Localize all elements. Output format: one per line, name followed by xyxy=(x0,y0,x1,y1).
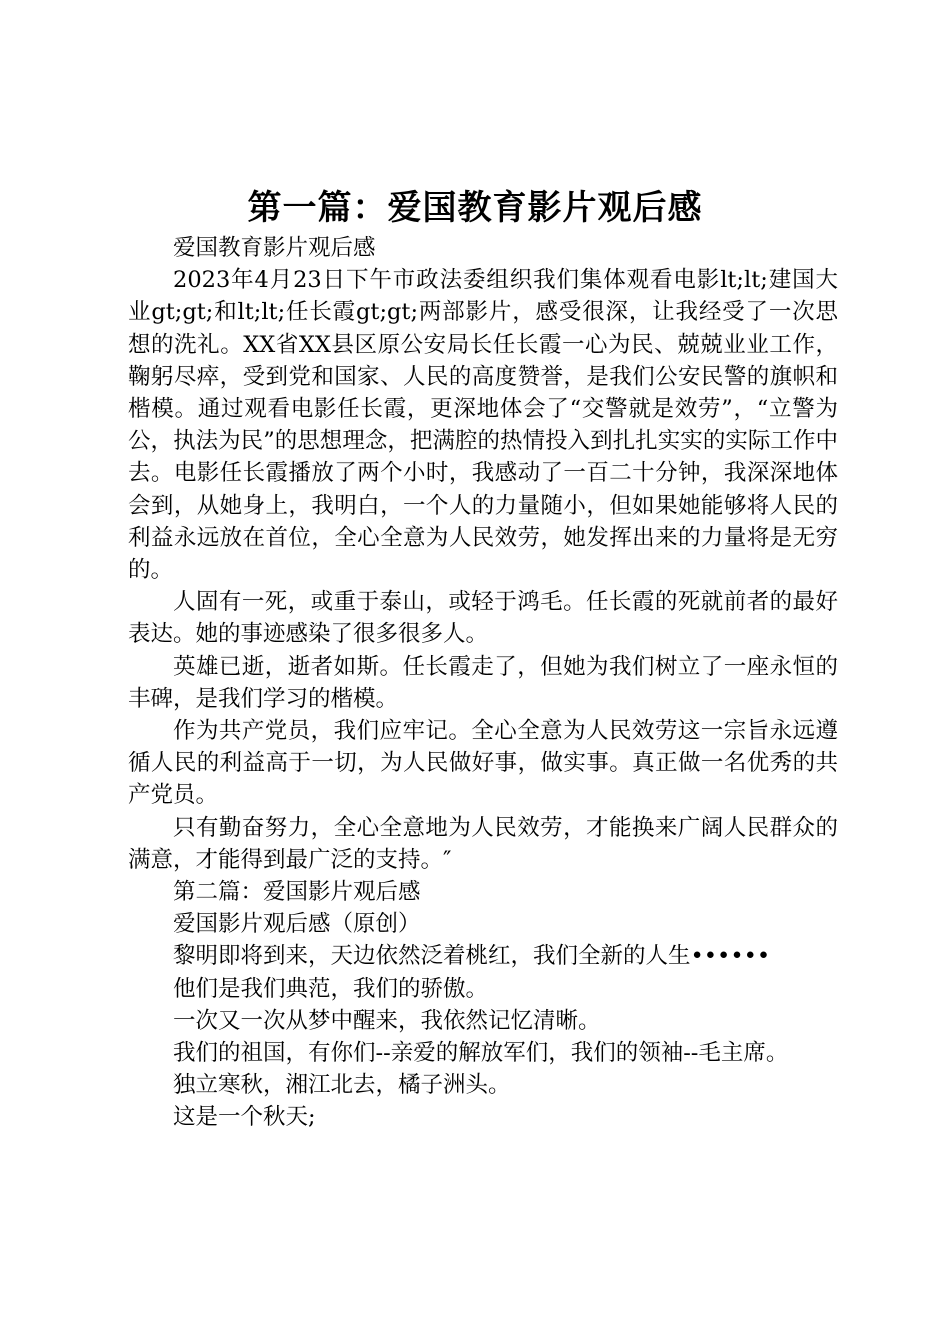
paragraph: 一次又一次从梦中醒来，我依然记忆清晰。 xyxy=(173,1007,601,1034)
paragraph: 英雄已逝，逝者如斯。任长霞走了，但她为我们树立了一座永恒的丰碑，是我们学习的楷模。 xyxy=(128,653,838,712)
paragraph: 我们的祖国，有你们--亲爱的解放军们，我们的领袖--毛主席。 xyxy=(173,1040,789,1067)
paragraph: 人固有一死，或重于泰山，或轻于鸿毛。任长霞的死就前者的最好表达。她的事迹感染了很多很多人。 xyxy=(128,589,838,648)
paragraph: 黎明即将到来，天边依然泛着桃红，我们全新的人生•••••• xyxy=(173,943,771,970)
document-body xyxy=(128,232,838,1134)
document-title: 第一篇：爱国教育影片观后感 xyxy=(247,188,703,228)
paragraph: 作为共产党员，我们应牢记。全心全意为人民效劳这一宗旨永远遵循人民的利益高于一切，为人民做好事，做实事。真正做一名优秀的共产党员。 xyxy=(128,718,838,809)
paragraph: 爱国教育影片观后感 xyxy=(173,235,376,261)
section-heading: 第二篇：爱国影片观后感 xyxy=(173,879,421,906)
paragraph: 这是一个秋天; xyxy=(173,1104,316,1131)
subsection-heading: 爱国影片观后感（原创） xyxy=(173,911,421,938)
paragraph: 他们是我们典范，我们的骄傲。 xyxy=(173,975,489,1002)
paragraph: 2023年4月23日下午市政法委组织我们集体观看电影lt;lt;建国大业gt;gt;和lt;lt;任长霞gt;gt;两部影片，感受很深，让我经受了一次思想的洗礼。XX省XX县区原公安局长任长霞一心为民、兢兢业业工作，鞠躬尽瘁，受到党和国家、人民的高度赞誉，是我们公安民警的旗帜和楷模。通过观看电影任长霞，更深地体会了“交警就是效劳”，“立警为公，执法为民”的思想理念，把满腔的热情投入到扎扎实实的实际工作中去。电影任长霞播放了两个小时，我感动了一百二十分钟，我深深地体会到，从她身上，我明白，一个人的力量随小，但如果她能够将人民的利益永远放在首位，全心全意为人民效劳，她发挥出来的力量将是无穷的。 xyxy=(128,267,838,584)
paragraph: 只有勤奋努力，全心全意地为人民效劳，才能换来广阔人民群众的满意，才能得到最广泛的支持。″ xyxy=(128,814,838,873)
paragraph: 独立寒秋，湘江北去，橘子洲头。 xyxy=(173,1072,511,1099)
